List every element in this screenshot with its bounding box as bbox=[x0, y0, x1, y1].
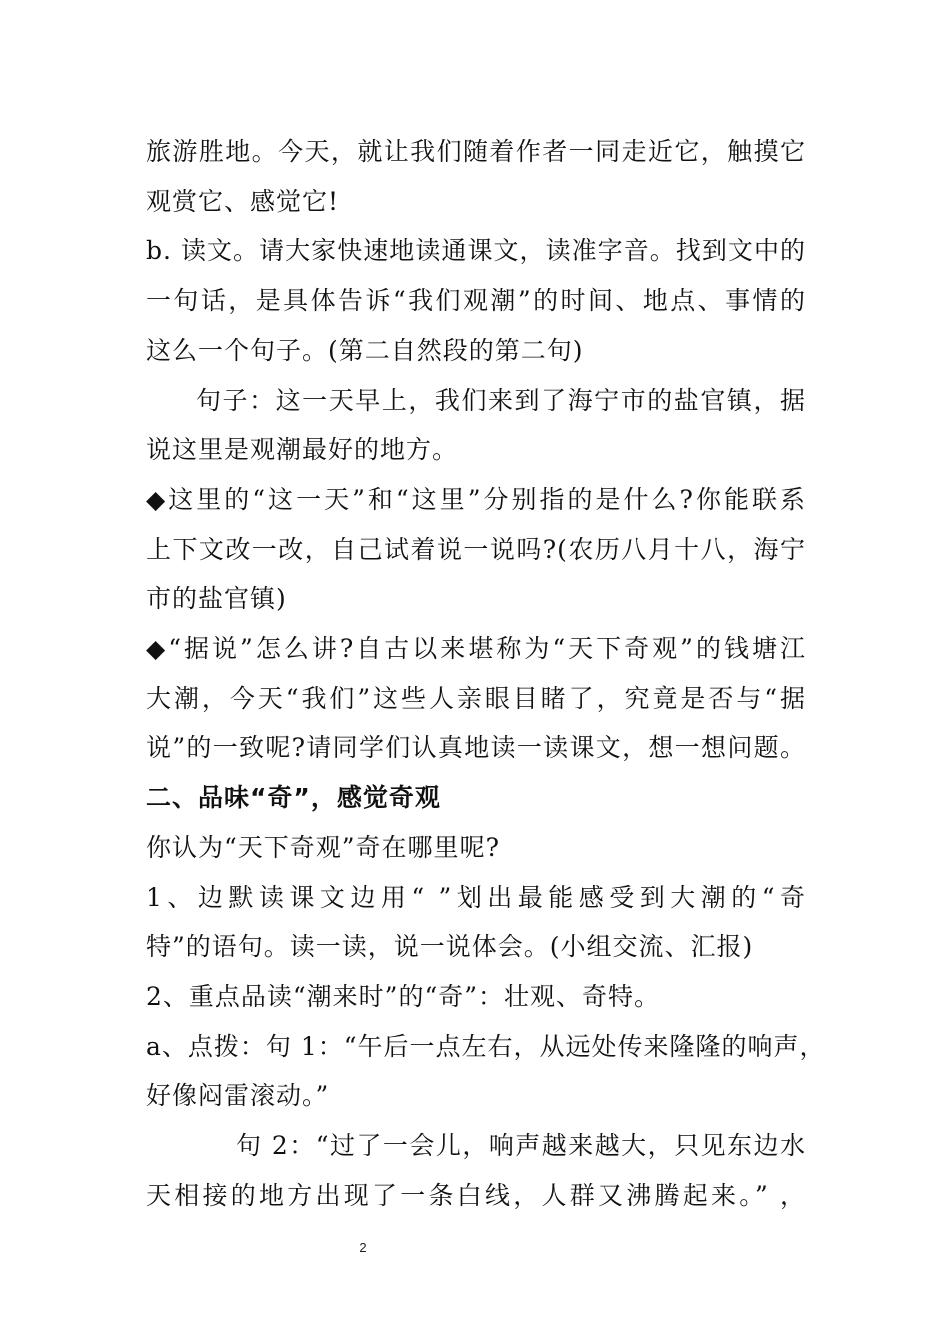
text-line: 旅游胜地。今天，就让我们随着作者一同走近它，触摸它 bbox=[146, 137, 806, 166]
text-line: 句 2：“过了一会儿，响声越来越大，只见东边水 bbox=[236, 1131, 806, 1160]
text-line: 好像闷雷滚动。” bbox=[146, 1081, 330, 1110]
text-line: 你认为“天下奇观”奇在哪里呢? bbox=[146, 833, 500, 862]
text-line: 上下文改一改，自己试着说一说吗?(农历八月十八，海宁 bbox=[146, 535, 806, 564]
section-heading: 二、品味“奇”，感觉奇观 bbox=[146, 783, 441, 812]
text-line: 这么一个句子。(第二自然段的第二句) bbox=[146, 336, 584, 365]
text-line: 说”的一致呢?请同学们认真地读一读课文，想一想问题。 bbox=[146, 733, 806, 762]
text-line: ◆这里的“这一天”和“这里”分别指的是什么?你能联系 bbox=[146, 485, 806, 514]
text-line: 句子：这一天早上，我们来到了海宁市的盐官镇，据 bbox=[196, 386, 806, 415]
text-line: 2、重点品读“潮来时”的“奇”：壮观、奇特。 bbox=[146, 982, 661, 1011]
text-line: 市的盐官镇) bbox=[146, 584, 287, 613]
text-line: a、点拨：句 1：“午后一点左右，从远处传来隆隆的响声， bbox=[146, 1032, 826, 1061]
text-line: 一句话，是具体告诉“我们观潮”的时间、地点、事情的 bbox=[146, 286, 806, 315]
text-line: ◆“据说”怎么讲?自古以来堪称为“天下奇观”的钱塘江 bbox=[146, 634, 806, 663]
text-line: 天相接的地方出现了一条白线，人群又沸腾起来。” ， bbox=[146, 1181, 806, 1210]
text-line: b. 读文。请大家快速地读通课文，读准字音。找到文中的 bbox=[146, 236, 806, 265]
page-number: 2 bbox=[359, 1240, 367, 1255]
text-line: 大潮，今天“我们”这些人亲眼目睹了，究竟是否与“据 bbox=[146, 684, 806, 713]
text-line: 1、边默读课文边用“ ”划出最能感受到大潮的“奇 bbox=[146, 883, 806, 912]
text-line: 说这里是观潮最好的地方。 bbox=[146, 435, 459, 464]
text-line: 观赏它、感觉它! bbox=[146, 187, 340, 216]
text-line: 特”的语句。读一读，说一说体会。(小组交流、汇报) bbox=[146, 932, 754, 961]
